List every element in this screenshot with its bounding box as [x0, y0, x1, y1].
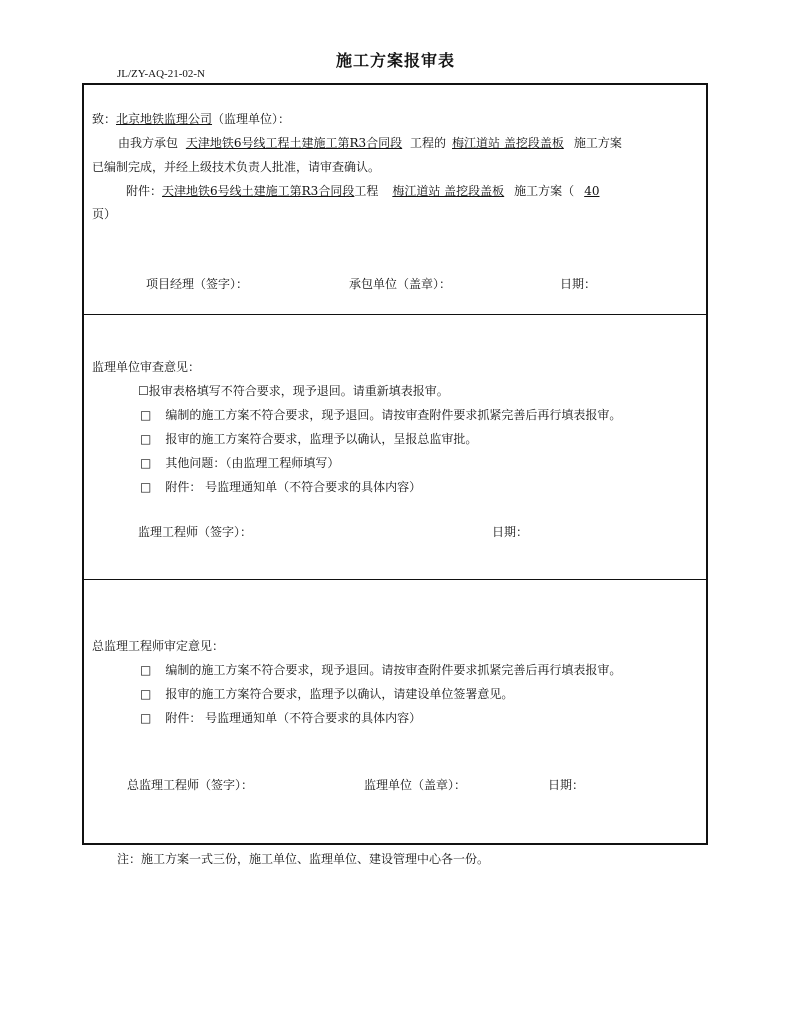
- to-prefix: 致：: [92, 112, 117, 126]
- pm-signature-label: 项目经理（签字）：: [146, 277, 249, 291]
- review-option-1: ☐报审表格填写不符合要求，现予退回。请重新填表报审。: [138, 384, 449, 398]
- attachment-pages: 40: [584, 184, 600, 198]
- contract-line: [118, 135, 622, 151]
- review-option-2: □ 编制的施工方案不符合要求，现予退回。请按审查附件要求抓紧完善后再行填表报审。: [140, 408, 622, 422]
- checkbox-icon[interactable]: □: [140, 711, 152, 725]
- checkbox-icon[interactable]: □: [140, 663, 152, 677]
- divider-2: [84, 579, 706, 580]
- contract-of: 工程的: [409, 136, 446, 150]
- form-title: 施工方案报审表: [335, 51, 455, 70]
- engineer-signature-label: 监理工程师（签字）：: [138, 525, 253, 539]
- attachment-plan: 施工方案（: [514, 184, 575, 198]
- attachment-project: 天津地铁6号线土建施工第R3合同段: [162, 184, 355, 198]
- attachment-pages-unit: 页）: [92, 207, 117, 221]
- chief-option-1: □ 编制的施工方案不符合要求，现予退回。请按审查附件要求抓紧完善后再行填表报审。: [140, 663, 622, 677]
- chief-option-2: □ 报审的施工方案符合要求，监理予以确认，请建设单位签署意见。: [140, 687, 514, 701]
- attachment-label: 附件：: [126, 184, 163, 198]
- checkbox-icon[interactable]: □: [140, 687, 152, 701]
- checkbox-icon[interactable]: □: [140, 456, 152, 470]
- checkbox-icon[interactable]: □: [140, 432, 152, 446]
- review-option-4: □ 其他问题：（由监理工程师填写）: [140, 456, 340, 470]
- date-label-1: 日期：: [560, 277, 597, 291]
- attachment-line: [126, 183, 601, 199]
- attachment-work: 工程: [354, 184, 379, 198]
- contract-scope: 梅江道站 盖挖段盖板: [452, 136, 564, 150]
- review-option-3: □ 报审的施工方案符合要求，监理予以确认，呈报总监审批。: [140, 432, 478, 446]
- contractor-seal-label: 承包单位（盖章）：: [349, 277, 452, 291]
- contract-plan-label: 施工方案: [573, 136, 622, 150]
- form-frame: [82, 83, 708, 845]
- to-line: [92, 111, 290, 127]
- divider-1: [84, 314, 706, 315]
- attachment-scope: 梅江道站 盖挖段盖板: [392, 184, 505, 198]
- chief-review-heading: 总监理工程师审定意见：: [92, 639, 225, 653]
- supervisor-review-heading: 监理单位审查意见：: [92, 360, 201, 374]
- checkbox-icon[interactable]: ☐: [138, 384, 149, 398]
- supervisor-seal-label: 监理单位（盖章）：: [364, 778, 467, 792]
- approval-statement: 已编制完成，并经上级技术负责人批准，请审查确认。: [92, 160, 381, 174]
- to-suffix: （监理单位）：: [212, 112, 291, 126]
- date-label-3: 日期：: [548, 778, 585, 792]
- checkbox-icon[interactable]: □: [140, 480, 152, 494]
- contract-intro: 由我方承包: [118, 136, 179, 150]
- checkbox-icon[interactable]: □: [140, 408, 152, 422]
- chief-signature-label: 总监理工程师（签字）：: [127, 778, 254, 792]
- date-label-2: 日期：: [492, 525, 529, 539]
- footer-note: 注：施工方案一式三份，施工单位、监理单位、建设管理中心各一份。: [117, 852, 490, 866]
- form-code: JL/ZY-AQ-21-02-N: [117, 68, 205, 80]
- review-option-5: □ 附件： 号监理通知单（不符合要求的具体内容）: [140, 480, 422, 494]
- to-name: 北京地铁监理公司: [116, 112, 213, 126]
- contract-project: 天津地铁6号线工程土建施工第R3合同段: [185, 136, 403, 150]
- chief-option-3: □ 附件： 号监理通知单（不符合要求的具体内容）: [140, 711, 422, 725]
